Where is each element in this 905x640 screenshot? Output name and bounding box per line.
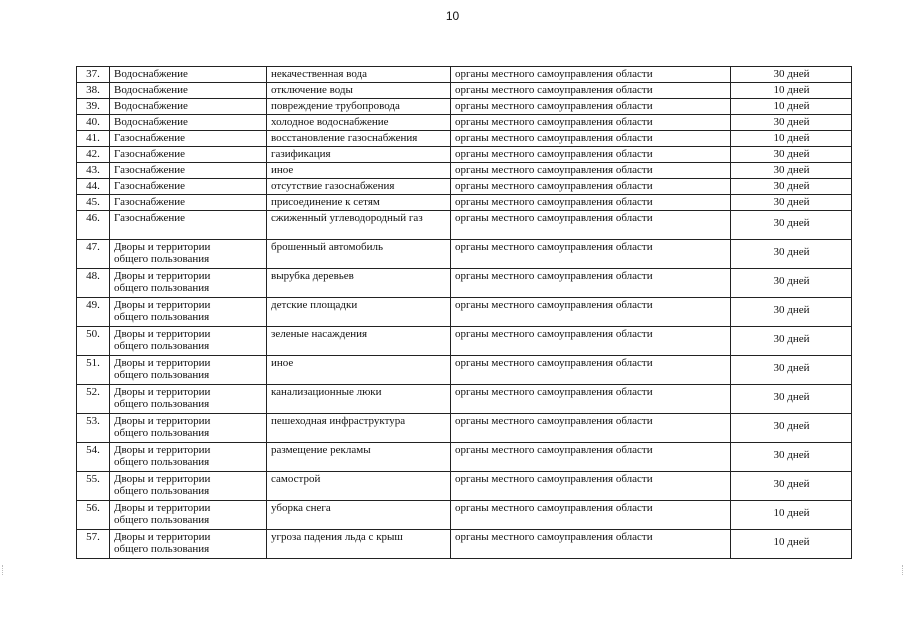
row-number-cell: 50.	[77, 327, 110, 356]
category-cell	[110, 443, 267, 472]
table-row	[77, 195, 852, 211]
authority-cell: органы местного самоуправления области	[451, 163, 731, 179]
authority-cell: органы местного самоуправления области	[451, 131, 731, 147]
category-text: Водоснабжение	[114, 116, 188, 128]
table-row	[77, 298, 852, 327]
table-row	[77, 385, 852, 414]
row-number-cell: 56.	[77, 501, 110, 530]
term-cell: 30 дней	[731, 240, 852, 269]
row-number-cell: 55.	[77, 472, 110, 501]
term-cell: 30 дней	[731, 67, 852, 83]
table-row	[77, 147, 852, 163]
authority-cell: органы местного самоуправления области	[451, 67, 731, 83]
topic-cell: зеленые насаждения	[267, 327, 451, 356]
row-number-cell: 40.	[77, 115, 110, 131]
term-cell: 30 дней	[731, 385, 852, 414]
category-cell	[110, 83, 267, 99]
category-text: Водоснабжение	[114, 84, 188, 96]
table-row	[77, 83, 852, 99]
category-cell	[110, 195, 267, 211]
table-row	[77, 443, 852, 472]
category-cell	[110, 163, 267, 179]
category-cell	[110, 240, 267, 269]
authority-cell: органы местного самоуправления области	[451, 147, 731, 163]
category-text: Водоснабжение	[114, 100, 188, 112]
category-cell	[110, 99, 267, 115]
term-cell: 30 дней	[731, 163, 852, 179]
topic-cell: уборка снега	[267, 501, 451, 530]
table-row	[77, 163, 852, 179]
table-row	[77, 356, 852, 385]
table-row	[77, 99, 852, 115]
category-text: Водоснабжение	[114, 68, 188, 80]
category-cell	[110, 211, 267, 240]
table-row	[77, 472, 852, 501]
table-row	[77, 501, 852, 530]
row-number-cell: 46.	[77, 211, 110, 240]
category-text: Дворы и территории	[114, 357, 211, 369]
category-text: Газоснабжение	[114, 132, 185, 144]
appeals-table	[76, 66, 852, 559]
authority-cell: органы местного самоуправления области	[451, 240, 731, 269]
authority-cell: органы местного самоуправления области	[451, 414, 731, 443]
category-cell	[110, 115, 267, 131]
category-cell	[110, 269, 267, 298]
category-text: Газоснабжение	[114, 196, 185, 208]
category-text-line2: общего пользования	[114, 427, 210, 439]
table-row	[77, 179, 852, 195]
category-text: Дворы и территории	[114, 502, 211, 514]
topic-cell: размещение рекламы	[267, 443, 451, 472]
term-cell: 30 дней	[731, 269, 852, 298]
category-text-line2: общего пользования	[114, 311, 210, 323]
topic-cell: вырубка деревьев	[267, 269, 451, 298]
category-text: Дворы и территории	[114, 328, 211, 340]
term-cell: 10 дней	[731, 99, 852, 115]
row-number-cell: 45.	[77, 195, 110, 211]
term-cell: 30 дней	[731, 327, 852, 356]
category-text-line2: общего пользования	[114, 253, 210, 265]
category-text-line2: общего пользования	[114, 456, 210, 468]
category-text-line2: общего пользования	[114, 369, 210, 381]
row-number-cell: 42.	[77, 147, 110, 163]
term-cell: 30 дней	[731, 147, 852, 163]
topic-cell: детские площадки	[267, 298, 451, 327]
category-text-line2: общего пользования	[114, 398, 210, 410]
row-number-cell: 51.	[77, 356, 110, 385]
category-text: Газоснабжение	[114, 180, 185, 192]
authority-cell: органы местного самоуправления области	[451, 298, 731, 327]
term-cell: 30 дней	[731, 211, 852, 240]
authority-cell: органы местного самоуправления области	[451, 269, 731, 298]
topic-cell: иное	[267, 356, 451, 385]
authority-cell: органы местного самоуправления области	[451, 327, 731, 356]
row-number-cell: 47.	[77, 240, 110, 269]
authority-cell: органы местного самоуправления области	[451, 385, 731, 414]
category-cell	[110, 472, 267, 501]
row-number-cell: 39.	[77, 99, 110, 115]
table-row	[77, 115, 852, 131]
category-text-line2: общего пользования	[114, 340, 210, 352]
term-cell: 30 дней	[731, 443, 852, 472]
page-number: 10	[445, 9, 460, 23]
category-cell	[110, 131, 267, 147]
authority-cell: органы местного самоуправления области	[451, 356, 731, 385]
topic-cell: брошенный автомобиль	[267, 240, 451, 269]
topic-cell: сжиженный углеводородный газ	[267, 211, 451, 240]
category-text: Газоснабжение	[114, 212, 185, 224]
category-text: Дворы и территории	[114, 473, 211, 485]
authority-cell: органы местного самоуправления области	[451, 179, 731, 195]
authority-cell: органы местного самоуправления области	[451, 472, 731, 501]
authority-cell: органы местного самоуправления области	[451, 443, 731, 472]
category-cell	[110, 67, 267, 83]
term-cell: 30 дней	[731, 115, 852, 131]
topic-cell: самострой	[267, 472, 451, 501]
row-number-cell: 44.	[77, 179, 110, 195]
table-row	[77, 327, 852, 356]
category-text: Дворы и территории	[114, 299, 211, 311]
table-row	[77, 240, 852, 269]
row-number-cell: 54.	[77, 443, 110, 472]
category-cell	[110, 356, 267, 385]
category-text-line2: общего пользования	[114, 514, 210, 526]
table-row	[77, 414, 852, 443]
category-text-line2: общего пользования	[114, 282, 210, 294]
category-cell	[110, 385, 267, 414]
category-cell	[110, 530, 267, 559]
category-text: Дворы и территории	[114, 415, 211, 427]
topic-cell: отсутствие газоснабжения	[267, 179, 451, 195]
row-number-cell: 41.	[77, 131, 110, 147]
term-cell: 30 дней	[731, 414, 852, 443]
category-cell	[110, 501, 267, 530]
term-cell: 30 дней	[731, 472, 852, 501]
term-cell: 30 дней	[731, 179, 852, 195]
category-text: Дворы и территории	[114, 241, 211, 253]
authority-cell: органы местного самоуправления области	[451, 530, 731, 559]
authority-cell: органы местного самоуправления области	[451, 211, 731, 240]
topic-cell: холодное водоснабжение	[267, 115, 451, 131]
term-cell: 10 дней	[731, 83, 852, 99]
row-number-cell: 37.	[77, 67, 110, 83]
topic-cell: угроза падения льда с крыш	[267, 530, 451, 559]
topic-cell: газификация	[267, 147, 451, 163]
row-number-cell: 57.	[77, 530, 110, 559]
row-number-cell: 49.	[77, 298, 110, 327]
category-text: Газоснабжение	[114, 164, 185, 176]
term-cell: 30 дней	[731, 195, 852, 211]
category-cell	[110, 414, 267, 443]
topic-cell: пешеходная инфраструктура	[267, 414, 451, 443]
table-row	[77, 530, 852, 559]
term-cell: 10 дней	[731, 530, 852, 559]
authority-cell: органы местного самоуправления области	[451, 501, 731, 530]
topic-cell: некачественная вода	[267, 67, 451, 83]
category-text: Газоснабжение	[114, 148, 185, 160]
category-text-line2: общего пользования	[114, 485, 210, 497]
table-row	[77, 67, 852, 83]
topic-cell: канализационные люки	[267, 385, 451, 414]
table-body	[77, 67, 852, 559]
table-row	[77, 269, 852, 298]
topic-cell: иное	[267, 163, 451, 179]
category-text: Дворы и территории	[114, 270, 211, 282]
term-cell: 10 дней	[731, 501, 852, 530]
row-number-cell: 43.	[77, 163, 110, 179]
category-text: Дворы и территории	[114, 444, 211, 456]
term-cell: 30 дней	[731, 298, 852, 327]
category-text-line2: общего пользования	[114, 543, 210, 555]
scan-edge-mark-left	[2, 565, 4, 575]
row-number-cell: 38.	[77, 83, 110, 99]
table-row	[77, 131, 852, 147]
category-text: Дворы и территории	[114, 386, 211, 398]
term-cell: 10 дней	[731, 131, 852, 147]
category-cell	[110, 179, 267, 195]
category-cell	[110, 327, 267, 356]
authority-cell: органы местного самоуправления области	[451, 195, 731, 211]
authority-cell: органы местного самоуправления области	[451, 99, 731, 115]
row-number-cell: 53.	[77, 414, 110, 443]
row-number-cell: 52.	[77, 385, 110, 414]
topic-cell: повреждение трубопровода	[267, 99, 451, 115]
scan-edge-mark-right	[902, 565, 904, 575]
category-text: Дворы и территории	[114, 531, 211, 543]
topic-cell: восстановление газоснабжения	[267, 131, 451, 147]
term-cell: 30 дней	[731, 356, 852, 385]
category-cell	[110, 147, 267, 163]
table-row	[77, 211, 852, 240]
row-number-cell: 48.	[77, 269, 110, 298]
topic-cell: отключение воды	[267, 83, 451, 99]
topic-cell: присоединение к сетям	[267, 195, 451, 211]
authority-cell: органы местного самоуправления области	[451, 115, 731, 131]
authority-cell: органы местного самоуправления области	[451, 83, 731, 99]
category-cell	[110, 298, 267, 327]
